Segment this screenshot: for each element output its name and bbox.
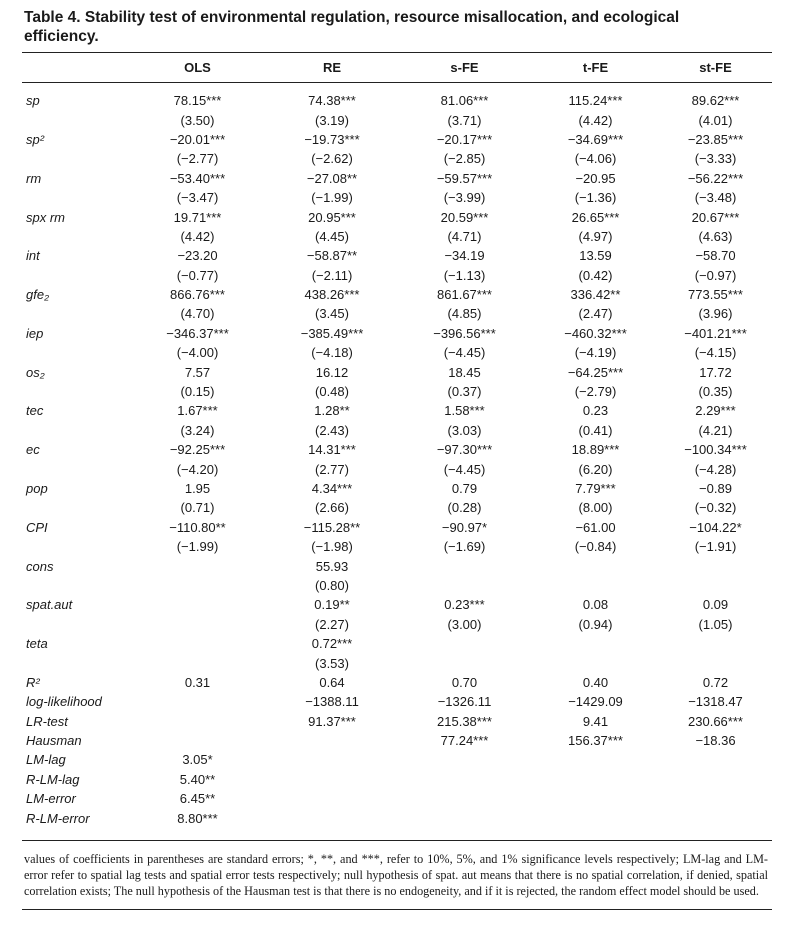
row-label: teta bbox=[26, 636, 48, 652]
table-cell: −401.21*** bbox=[684, 325, 747, 341]
table-cell: 438.26*** bbox=[304, 287, 360, 303]
header-cell-re: RE bbox=[322, 60, 342, 75]
table-cell: 81.06*** bbox=[440, 93, 489, 109]
table-cell: 4.34*** bbox=[311, 481, 353, 496]
row-label: pop bbox=[26, 481, 48, 496]
table-cell: (2.77) bbox=[315, 461, 349, 477]
table-cell bbox=[532, 750, 659, 769]
table-row bbox=[22, 382, 772, 401]
table-cell bbox=[128, 556, 267, 575]
table-cell: 0.23*** bbox=[444, 597, 485, 613]
table-cell: −1318.47 bbox=[688, 694, 743, 710]
table-row bbox=[22, 246, 772, 265]
table-cell: −460.32*** bbox=[564, 325, 627, 341]
table-cell: 0.72*** bbox=[311, 636, 353, 652]
table-cell: 0.72 bbox=[702, 674, 729, 690]
table-cell: 18.45 bbox=[448, 364, 481, 380]
row-label: R² bbox=[26, 674, 40, 690]
row-label: iep bbox=[26, 325, 44, 341]
table-cell: 19.71*** bbox=[173, 209, 222, 225]
table-cell: 7.79*** bbox=[575, 481, 616, 496]
table-cell bbox=[397, 808, 532, 839]
table-cell: (−1.99) bbox=[176, 539, 219, 555]
table-cell: 861.67*** bbox=[437, 287, 492, 303]
table-cell: 26.65*** bbox=[571, 209, 620, 225]
table-cell: (3.71) bbox=[447, 112, 482, 128]
table-cell: −59.57*** bbox=[436, 170, 493, 186]
table-cell: (0.41) bbox=[578, 422, 613, 438]
table-cell: −115.28** bbox=[303, 519, 361, 535]
table-cell: −23.20 bbox=[177, 248, 218, 264]
table-row bbox=[22, 750, 772, 769]
table-cell bbox=[659, 808, 772, 839]
table-cell: 17.72 bbox=[699, 364, 732, 380]
table-cell: 78.15*** bbox=[173, 93, 222, 109]
table-cell: 215.38*** bbox=[437, 713, 492, 729]
table-cell: (−4.19) bbox=[574, 345, 617, 361]
table-cell: 1.28** bbox=[314, 403, 350, 419]
table-cell bbox=[128, 731, 267, 750]
table-cell: 13.59 bbox=[579, 248, 612, 264]
table-cell bbox=[659, 770, 772, 789]
table-cell: (0.80) bbox=[315, 577, 349, 593]
table-row bbox=[22, 634, 772, 653]
table-cell: (−0.32) bbox=[694, 500, 737, 516]
table-cell bbox=[128, 615, 267, 634]
table-row bbox=[22, 479, 772, 498]
row-label bbox=[22, 421, 128, 440]
table-cell: 89.62*** bbox=[691, 93, 740, 109]
table-cell: (0.28) bbox=[447, 500, 482, 516]
table-cell: (4.70) bbox=[180, 306, 215, 322]
table-cell: 1.95 bbox=[184, 481, 211, 496]
table-cell: 55.93 bbox=[315, 558, 349, 574]
table-cell bbox=[397, 576, 532, 595]
table-figure bbox=[22, 8, 772, 910]
table-cell: −34.69*** bbox=[567, 131, 624, 147]
header-cell-t-fe: t-FE bbox=[582, 60, 609, 75]
row-label: sp bbox=[26, 93, 40, 109]
table-cell: (4.97) bbox=[578, 228, 613, 244]
table-row bbox=[22, 110, 772, 129]
row-label: R-LM-error bbox=[26, 810, 90, 826]
table-row bbox=[22, 285, 772, 304]
table-row bbox=[22, 266, 772, 285]
table-cell: (6.20) bbox=[578, 461, 613, 477]
table-cell: −18.36 bbox=[695, 733, 736, 749]
table-cell: (−4.18) bbox=[311, 345, 353, 361]
table-cell: (−1.99) bbox=[311, 190, 353, 206]
table-cell: (−1.13) bbox=[443, 267, 486, 283]
table-cell: 2.29*** bbox=[695, 403, 736, 419]
table-row bbox=[22, 576, 772, 595]
table-cell bbox=[267, 770, 397, 789]
table-cell: 20.95*** bbox=[308, 209, 356, 225]
table-cell: (−4.45) bbox=[443, 461, 486, 477]
table-cell bbox=[659, 634, 772, 653]
table-cell: −19.73*** bbox=[304, 131, 360, 147]
table-cell: −385.49*** bbox=[300, 325, 364, 341]
table-cell bbox=[397, 634, 532, 653]
table-cell: 8.80*** bbox=[177, 810, 218, 826]
row-label bbox=[22, 576, 128, 595]
table-cell: (0.48) bbox=[315, 384, 349, 400]
table-cell: −56.22*** bbox=[687, 170, 744, 186]
table-cell: (−0.84) bbox=[574, 539, 617, 555]
table-cell: (−4.15) bbox=[694, 345, 737, 361]
table-cell: −1388.11 bbox=[305, 694, 359, 710]
table-row bbox=[22, 537, 772, 556]
row-label: R-LM-lag bbox=[26, 771, 80, 787]
table-cell bbox=[128, 692, 267, 711]
table-cell bbox=[397, 653, 532, 672]
table-cell: −27.08** bbox=[306, 170, 358, 186]
table-cell: (−4.06) bbox=[574, 151, 617, 167]
table-cell: −23.85*** bbox=[687, 131, 744, 147]
table-cell: 115.24*** bbox=[568, 93, 623, 109]
results-table bbox=[22, 52, 772, 840]
row-label bbox=[22, 537, 128, 556]
table-cell: (3.50) bbox=[180, 112, 215, 128]
table-cell: (4.42) bbox=[180, 228, 215, 244]
table-cell: (−4.20) bbox=[176, 461, 219, 477]
table-cell: 0.09 bbox=[702, 597, 729, 613]
table-cell bbox=[532, 576, 659, 595]
row-label bbox=[22, 343, 128, 362]
table-row bbox=[22, 498, 772, 517]
table-cell: 6.45** bbox=[179, 791, 216, 807]
table-cell: −92.25*** bbox=[169, 442, 226, 458]
table-row bbox=[22, 595, 772, 614]
table-row bbox=[22, 712, 772, 731]
table-cell bbox=[659, 576, 772, 595]
table-cell bbox=[659, 750, 772, 769]
table-cell: −90.97* bbox=[441, 519, 488, 535]
row-label bbox=[22, 653, 128, 672]
table-cell: 20.59*** bbox=[440, 209, 489, 225]
table-cell: (−1.91) bbox=[694, 539, 737, 555]
table-bottom-rule bbox=[22, 840, 772, 841]
table-cell: 0.08 bbox=[582, 597, 609, 613]
table-cell: (2.43) bbox=[315, 422, 349, 438]
row-label: LR-test bbox=[26, 713, 68, 729]
table-cell bbox=[532, 556, 659, 575]
table-cell bbox=[128, 634, 267, 653]
table-row bbox=[22, 227, 772, 246]
table-cell bbox=[128, 712, 267, 731]
table-row bbox=[22, 556, 772, 575]
table-cell: 0.79 bbox=[451, 481, 478, 496]
table-row bbox=[22, 149, 772, 168]
table-cell: (4.63) bbox=[698, 228, 733, 244]
table-cell: (3.53) bbox=[315, 655, 349, 671]
table-cell: (−4.00) bbox=[176, 345, 219, 361]
table-cell bbox=[267, 808, 397, 839]
row-label: tec bbox=[26, 403, 44, 419]
table-title: Table 4. Stability test of environmental regulation, resource misallocation, and ecological efficiency. bbox=[24, 9, 680, 45]
table-row bbox=[22, 459, 772, 478]
table-cell: (−0.77) bbox=[176, 267, 219, 283]
table-cell: 91.37*** bbox=[308, 713, 356, 729]
table-cell bbox=[128, 653, 267, 672]
table-cell: −64.25*** bbox=[567, 364, 624, 380]
row-label: ec bbox=[26, 442, 40, 458]
table-cell: (0.94) bbox=[578, 616, 613, 632]
table-row bbox=[22, 615, 772, 634]
table-cell: (−4.45) bbox=[443, 345, 486, 361]
row-label: os₂ bbox=[26, 364, 45, 380]
table-cell: 3.05* bbox=[182, 752, 213, 768]
table-cell: (0.15) bbox=[180, 384, 215, 400]
table-cell: 18.89*** bbox=[571, 442, 620, 458]
table-row bbox=[22, 653, 772, 672]
row-label bbox=[22, 459, 128, 478]
table-cell: (3.45) bbox=[315, 306, 349, 322]
table-cell: (3.96) bbox=[698, 306, 733, 322]
table-row bbox=[22, 440, 772, 459]
table-cell bbox=[128, 595, 267, 614]
table-cell: (1.05) bbox=[698, 616, 733, 632]
table-cell: (−4.28) bbox=[694, 461, 737, 477]
table-row bbox=[22, 362, 772, 381]
table-cell: (0.42) bbox=[578, 267, 613, 283]
table-row bbox=[22, 692, 772, 711]
table-cell: (−1.69) bbox=[443, 539, 486, 555]
table-cell: (−3.99) bbox=[443, 190, 486, 206]
header-cell-ols: OLS bbox=[184, 60, 211, 75]
table-cell bbox=[532, 770, 659, 789]
table-cell: (−2.11) bbox=[311, 267, 353, 283]
table-cell: −396.56*** bbox=[433, 325, 496, 341]
table-cell: (−2.85) bbox=[443, 151, 486, 167]
table-cell: (−3.47) bbox=[176, 190, 219, 206]
table-cell: 1.58*** bbox=[444, 403, 485, 419]
table-cell: (−2.77) bbox=[176, 151, 219, 167]
row-label: spx rm bbox=[26, 209, 65, 225]
row-label: LM-lag bbox=[26, 752, 66, 768]
table-cell bbox=[659, 556, 772, 575]
table-cell bbox=[532, 808, 659, 839]
table-row bbox=[22, 169, 772, 188]
table-cell: 0.40 bbox=[582, 674, 609, 690]
table-cell: −53.40*** bbox=[169, 170, 226, 186]
table-row bbox=[22, 770, 772, 789]
table-row bbox=[22, 324, 772, 343]
row-label bbox=[22, 304, 128, 323]
table-cell: (4.21) bbox=[698, 422, 733, 438]
table-cell bbox=[397, 556, 532, 575]
table-cell: 0.31 bbox=[184, 674, 211, 690]
table-cell: −0.89 bbox=[699, 481, 732, 496]
table-cell: (0.71) bbox=[180, 500, 215, 516]
row-label: Hausman bbox=[26, 733, 82, 749]
table-cell: 20.67*** bbox=[691, 209, 740, 225]
table-cell bbox=[659, 789, 772, 808]
row-label: spat.aut bbox=[26, 597, 73, 613]
table-cell: 0.70 bbox=[451, 674, 478, 690]
table-cell: 5.40** bbox=[179, 771, 216, 787]
table-cell: (0.35) bbox=[698, 384, 733, 400]
table-row bbox=[22, 343, 772, 362]
table-cell bbox=[128, 576, 267, 595]
header-cell-variable bbox=[22, 53, 128, 83]
table-cell bbox=[397, 770, 532, 789]
table-cell: (4.42) bbox=[578, 112, 613, 128]
table-cell: 773.55*** bbox=[688, 287, 743, 303]
table-row bbox=[22, 731, 772, 750]
table-cell bbox=[267, 789, 397, 808]
table-cell bbox=[532, 789, 659, 808]
table-cell: 77.24*** bbox=[440, 733, 489, 749]
table-cell: −34.19 bbox=[444, 248, 485, 264]
table-row bbox=[22, 188, 772, 207]
table-row bbox=[22, 808, 772, 839]
row-label: log-likelihood bbox=[26, 694, 102, 710]
table-cell: −1429.09 bbox=[568, 694, 623, 710]
table-cell: 1.67*** bbox=[177, 403, 218, 419]
table-cell: 156.37*** bbox=[568, 733, 623, 749]
row-label bbox=[22, 227, 128, 246]
table-cell: (2.47) bbox=[578, 306, 613, 322]
table-cell: −346.37*** bbox=[166, 325, 229, 341]
row-label: int bbox=[26, 248, 40, 264]
table-cell: 230.66*** bbox=[688, 713, 743, 729]
table-cell: −20.95 bbox=[575, 170, 616, 186]
table-body bbox=[22, 83, 772, 840]
row-label: rm bbox=[26, 170, 42, 186]
table-row bbox=[22, 518, 772, 537]
table-cell: (−3.33) bbox=[694, 151, 737, 167]
table-cell: (2.66) bbox=[315, 500, 349, 516]
table-cell: −61.00 bbox=[575, 519, 616, 535]
row-label bbox=[22, 498, 128, 517]
table-cell: (−2.62) bbox=[311, 151, 353, 167]
table-cell: (3.24) bbox=[180, 422, 215, 438]
table-cell: 336.42** bbox=[570, 287, 621, 303]
row-label: sp² bbox=[26, 131, 45, 147]
header-cell-st-fe: st-FE bbox=[699, 60, 732, 75]
table-cell bbox=[267, 731, 397, 750]
table-cell: −58.87** bbox=[306, 248, 358, 264]
row-label bbox=[22, 188, 128, 207]
row-label: LM-error bbox=[26, 791, 76, 807]
table-cell: 866.76*** bbox=[170, 287, 225, 303]
table-cell: −97.30*** bbox=[436, 442, 493, 458]
table-note: values of coefficients in parentheses are standard errors; *, **, and ***, refer to 10%, 5%, and 1% significance levels respectively; LM-lag and LM-error refer to spatial lag tests and spatial error tests respectively; null hypothesis of spat. aut means that there is no spatial correlation, if denied, spatial correlation exists; The null hypothesis of the Hausman test is that there is no endogeneity, and if it is rejected, the random effect model should be used. bbox=[24, 851, 768, 899]
table-row bbox=[22, 304, 772, 323]
row-label bbox=[22, 110, 128, 129]
table-row bbox=[22, 789, 772, 808]
table-row bbox=[22, 207, 772, 226]
table-cell: (−1.98) bbox=[311, 539, 353, 555]
table-cell: 14.31*** bbox=[308, 442, 356, 458]
table-cell: (8.00) bbox=[578, 500, 613, 516]
header-row bbox=[22, 53, 772, 83]
table-cell: −1326.11 bbox=[437, 694, 492, 710]
table-cell: −110.80** bbox=[169, 519, 226, 535]
table-row bbox=[22, 401, 772, 420]
table-cell bbox=[397, 789, 532, 808]
row-label: CPI bbox=[26, 519, 48, 535]
table-cell bbox=[267, 750, 397, 769]
table-row bbox=[22, 421, 772, 440]
table-cell: 16.12 bbox=[315, 364, 349, 380]
table-cell: 0.23 bbox=[582, 403, 609, 419]
table-cell: (2.27) bbox=[315, 616, 349, 632]
row-label bbox=[22, 266, 128, 285]
table-cell: (3.00) bbox=[447, 616, 482, 632]
table-cell bbox=[532, 634, 659, 653]
table-cell: (−2.79) bbox=[574, 384, 617, 400]
table-cell: 0.19** bbox=[314, 597, 350, 613]
table-cell: 9.41 bbox=[582, 713, 609, 729]
table-cell: 0.64 bbox=[319, 674, 345, 690]
table-cell: −20.17*** bbox=[436, 131, 493, 147]
table-row bbox=[22, 673, 772, 692]
table-cell: −58.70 bbox=[695, 248, 736, 264]
table-row bbox=[22, 130, 772, 149]
table-cell: (4.85) bbox=[447, 306, 482, 322]
table-cell: −100.34*** bbox=[684, 442, 747, 458]
table-cell: (4.45) bbox=[315, 228, 349, 244]
table-cell bbox=[397, 750, 532, 769]
header-cell-s-fe: s-FE bbox=[450, 60, 479, 75]
table-cell: −20.01*** bbox=[169, 131, 226, 147]
table-cell bbox=[532, 653, 659, 672]
table-cell: (3.03) bbox=[447, 422, 482, 438]
row-label: cons bbox=[26, 558, 54, 574]
table-cell: (−3.48) bbox=[694, 190, 737, 206]
table-cell: (0.37) bbox=[447, 384, 482, 400]
table-cell bbox=[659, 653, 772, 672]
table-cell: (−1.36) bbox=[574, 190, 617, 206]
row-label bbox=[22, 382, 128, 401]
table-cell: (3.19) bbox=[315, 112, 349, 128]
table-cell: −104.22* bbox=[689, 519, 742, 535]
table-cell: 74.38*** bbox=[308, 93, 356, 109]
table-cell: (−0.97) bbox=[694, 267, 737, 283]
note-bottom-rule bbox=[22, 909, 772, 910]
row-label: gfe₂ bbox=[26, 287, 50, 303]
table-cell: (4.01) bbox=[698, 112, 733, 128]
table-row bbox=[22, 83, 772, 111]
row-label bbox=[22, 615, 128, 634]
table-cell: (4.71) bbox=[447, 228, 482, 244]
table-cell: 7.57 bbox=[184, 364, 211, 380]
row-label bbox=[22, 149, 128, 168]
